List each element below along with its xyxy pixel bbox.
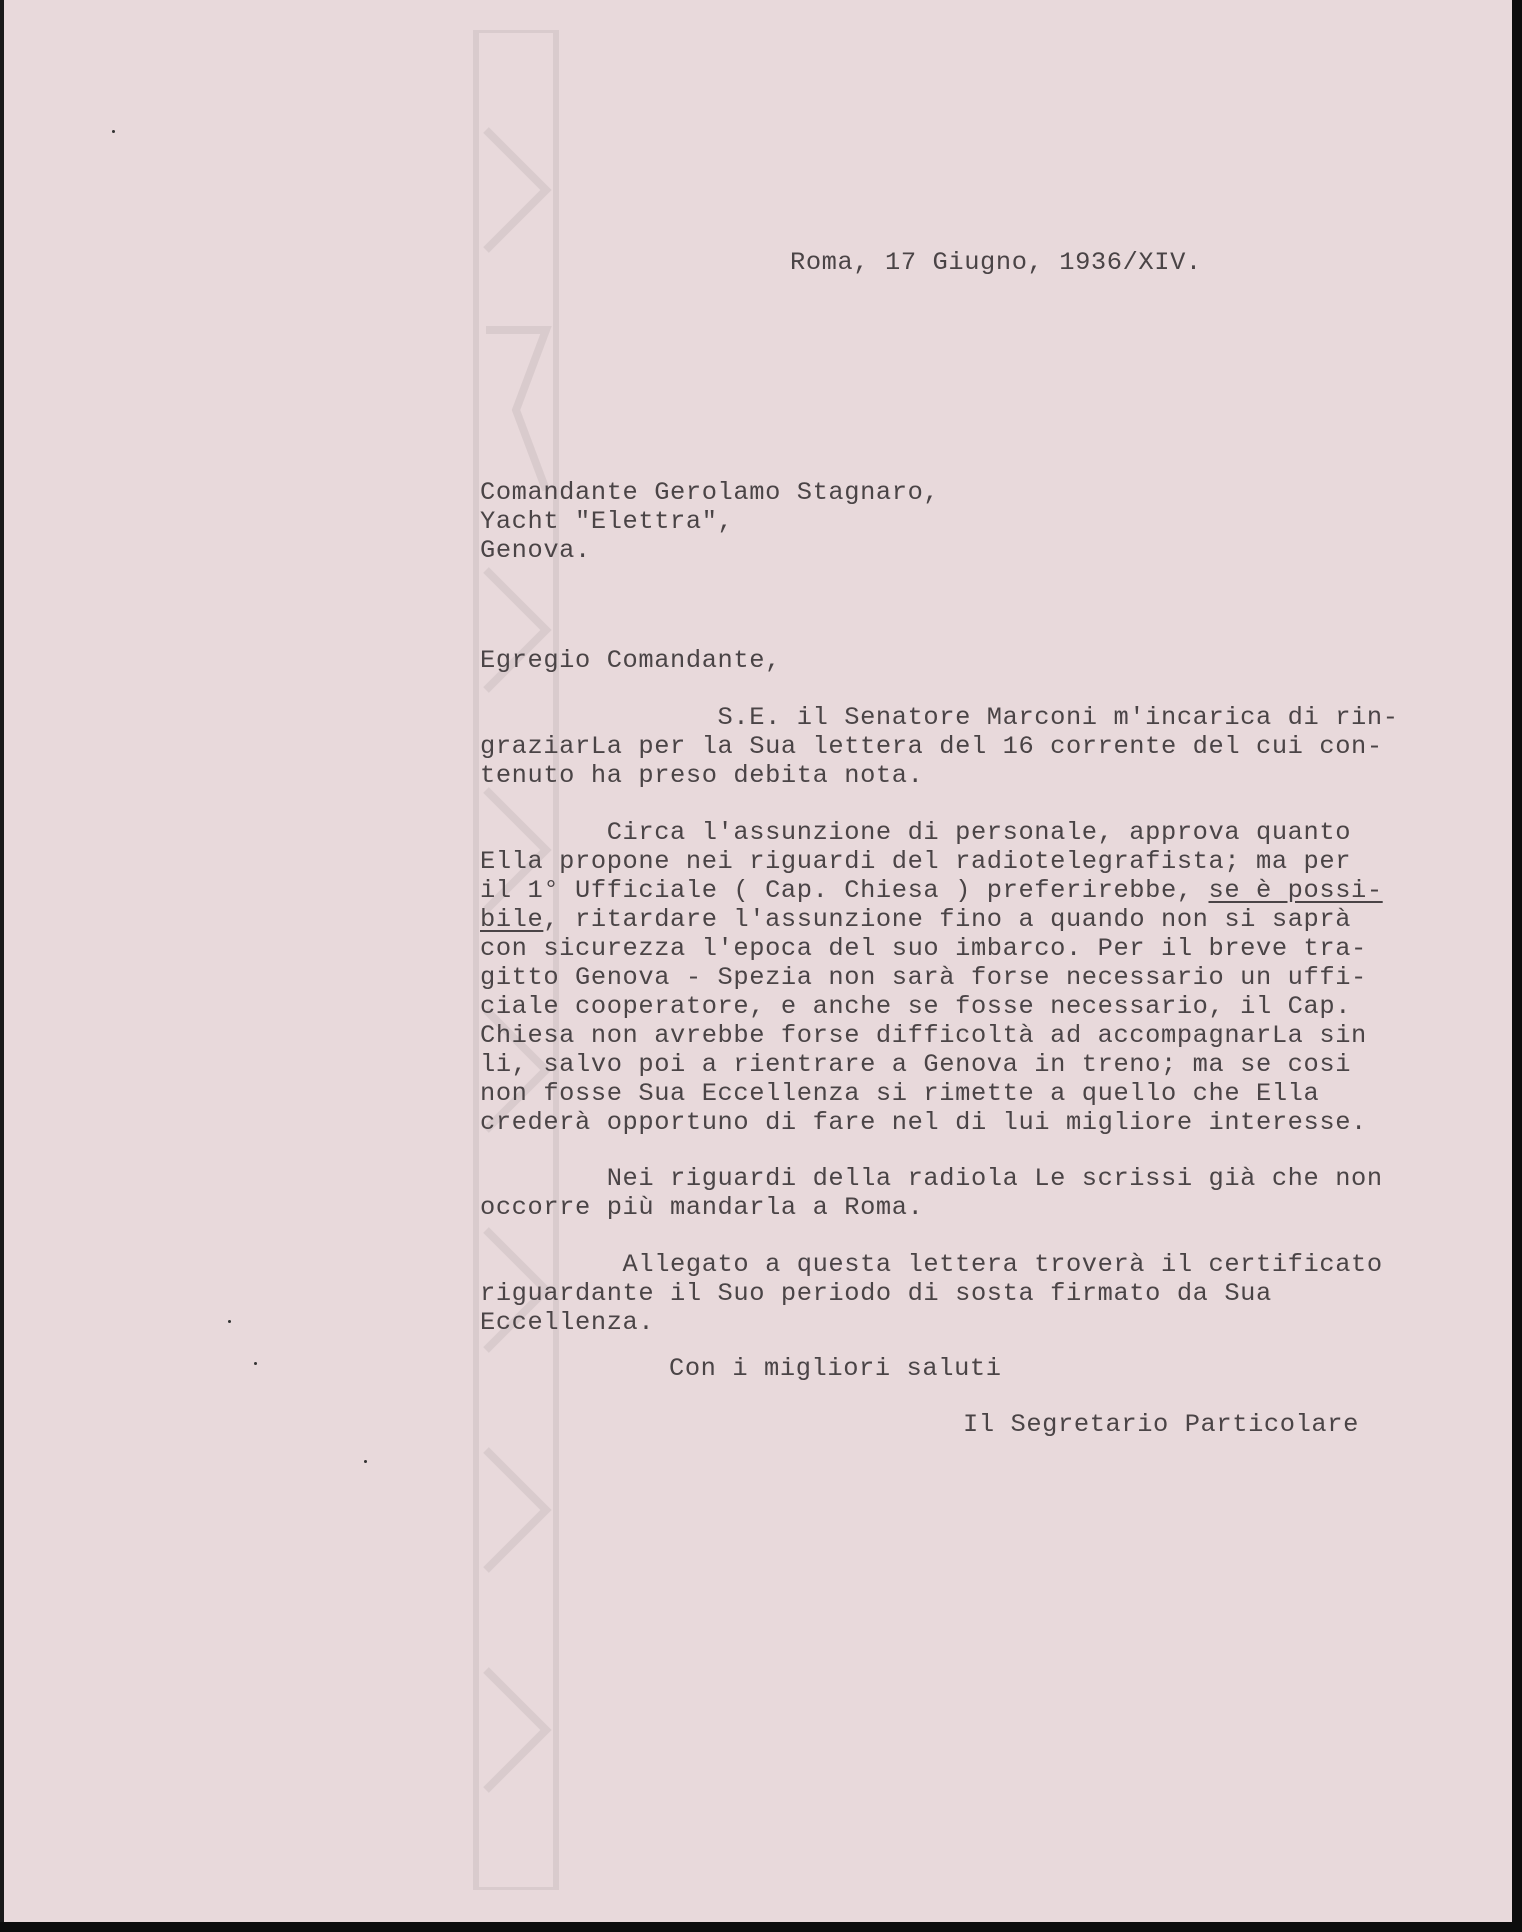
salutation: Egregio Comandante, (480, 646, 781, 675)
body-text: , ritardare l'assunzione fino a quando non si saprà (543, 905, 1352, 934)
letter-date: Roma, 17 Giugno, 1936/XIV. (790, 248, 1202, 277)
body-line: li, salvo poi a rientrare a Genova in treno; ma se cosi (480, 1050, 1352, 1079)
body-line: con sicurezza l'epoca del suo imbarco. Per il breve tra- (480, 934, 1367, 963)
body-line: crederà opportuno di fare nel di lui migliore interesse. (480, 1108, 1367, 1137)
signature-title: Il Segretario Particolare (963, 1410, 1359, 1439)
body-line: Circa l'assunzione di personale, approva quanto (480, 818, 1352, 847)
recipient-city: Genova. (480, 536, 591, 565)
body-line: Ella propone nei riguardi del radiotelegrafista; ma per (480, 847, 1352, 876)
body-line (480, 905, 1351, 934)
body-line: Chiesa non avrebbe forse difficoltà ad accompagnarLa sin (480, 1021, 1367, 1050)
closing: Con i migliori saluti (669, 1354, 1002, 1383)
body-line: non fosse Sua Eccellenza si rimette a quello che Ella (480, 1079, 1320, 1108)
recipient-vessel: Yacht "Elettra", (480, 507, 734, 536)
underlined-phrase: bile (480, 905, 544, 934)
body-line: ciale cooperatore, e anche se fosse necessario, il Cap. (480, 992, 1352, 1021)
scan-edge-bottom (0, 1922, 1522, 1932)
body-line: S.E. il Senatore Marconi m'incarica di rin- (480, 703, 1399, 732)
body-line: Eccellenza. (480, 1308, 655, 1337)
body-line: gitto Genova - Spezia non sarà forse necessario un uffi- (480, 963, 1367, 992)
body-line: graziarLa per la Sua lettera del 16 corrente del cui con- (480, 732, 1383, 761)
body-line: tenuto ha preso debita nota. (480, 761, 924, 790)
letter-page (4, 0, 1512, 1922)
body-line: Nei riguardi della radiola Le scrissi già che non (480, 1164, 1383, 1193)
body-line: Allegato a questa lettera troverà il certificato (480, 1250, 1383, 1279)
body-line: occorre più mandarla a Roma. (480, 1193, 924, 1222)
underlined-phrase: se è possi- (1208, 876, 1383, 905)
recipient-name: Comandante Gerolamo Stagnaro, (480, 478, 940, 507)
body-line (480, 876, 1383, 905)
scan-edge-right (1512, 0, 1522, 1932)
body-text: il 1° Ufficiale ( Cap. Chiesa ) preferirebbe, (480, 876, 1209, 905)
body-line: riguardante il Suo periodo di sosta firmato da Sua (480, 1279, 1272, 1308)
